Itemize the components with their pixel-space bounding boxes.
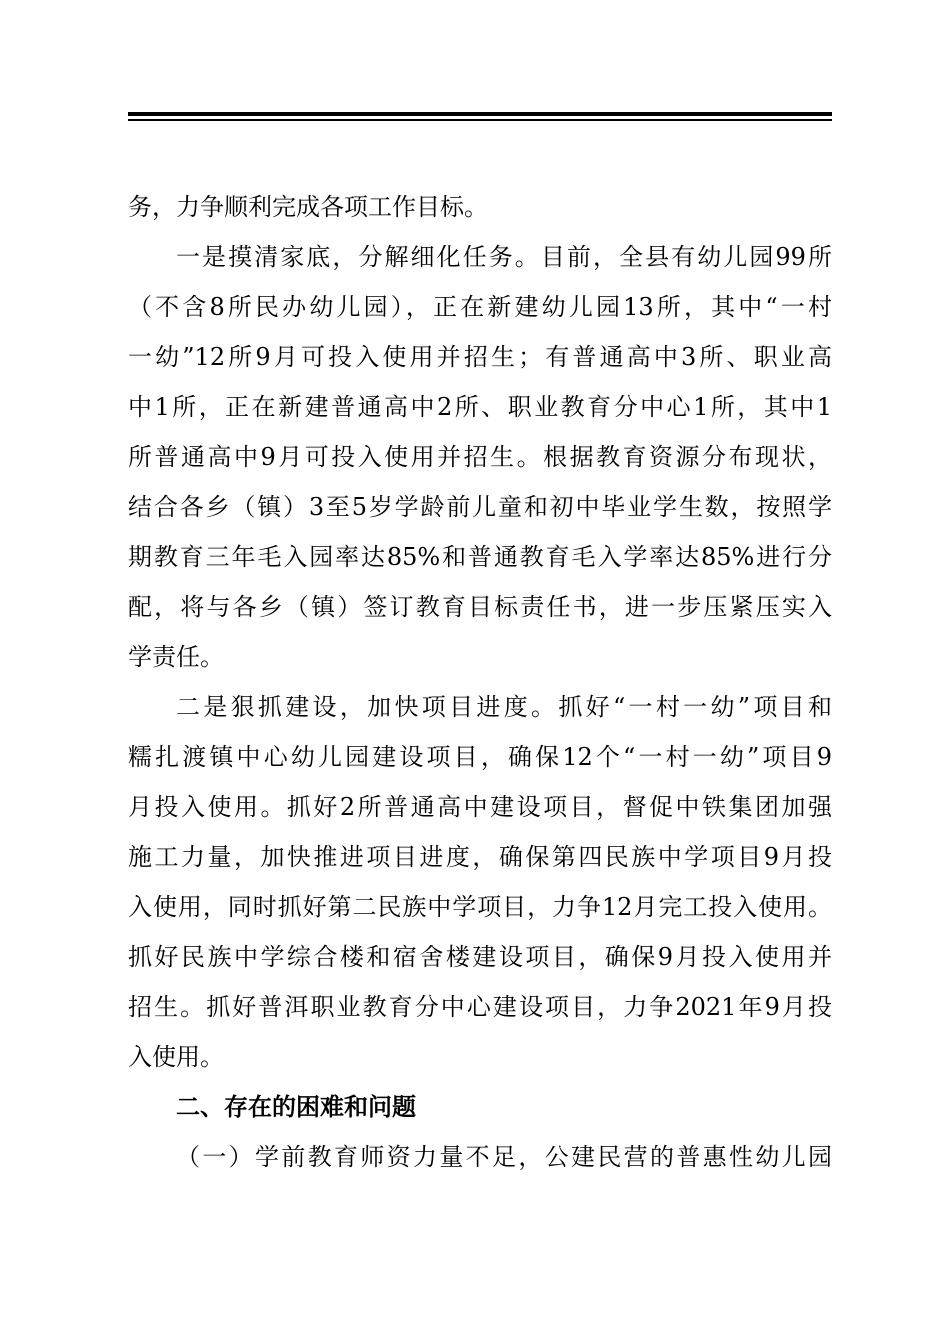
section-heading: 二、存在的困难和问题: [176, 1093, 416, 1121]
paragraph-line: 结合各乡（镇）3至5岁学龄前儿童和初中毕业学生数，按照学: [128, 493, 832, 521]
paragraph-line: 糯扎渡镇中心幼儿园建设项目，确保12个“一村一幼”项目9: [128, 743, 832, 771]
paragraph-line: 抓好民族中学综合楼和宿舍楼建设项目，确保9月投入使用并: [128, 943, 832, 971]
header-rule-thin: [128, 119, 832, 121]
paragraph-line: 中1所，正在新建普通高中2所、职业教育分中心1所，其中1: [128, 393, 832, 421]
paragraph-line: 施工力量，加快推进项目进度，确保第四民族中学项目9月投: [128, 843, 832, 871]
paragraph-line: 入使用，同时抓好第二民族中学项目，力争12月完工投入使用。: [128, 893, 832, 921]
paragraph-line: （一）学前教育师资力量不足，公建民营的普惠性幼儿园: [176, 1143, 832, 1171]
paragraph-line: 学责任。: [128, 643, 224, 671]
paragraph-line: （不含8所民办幼儿园），正在新建幼儿园13所，其中“一村: [128, 293, 832, 321]
header-double-rule: [128, 112, 832, 122]
paragraph-line: 一是摸清家底，分解细化任务。目前，全县有幼儿园99所: [176, 243, 832, 271]
paragraph-line: 务，力争顺利完成各项工作目标。: [128, 193, 488, 221]
paragraph-line: 期教育三年毛入园率达85%和普通教育毛入学率达85%进行分: [128, 543, 832, 571]
document-body: [128, 182, 832, 1182]
paragraph-line: 二是狠抓建设，加快项目进度。抓好“一村一幼”项目和: [176, 693, 832, 721]
header-rule-thick: [128, 112, 832, 116]
paragraph-line: 所普通高中9月可投入使用并招生。根据教育资源分布现状，: [128, 443, 832, 471]
paragraph-line: 月投入使用。抓好2所普通高中建设项目，督促中铁集团加强: [128, 793, 832, 821]
paragraph-line: 入使用。: [128, 1043, 224, 1071]
paragraph-line: 一幼”12所9月可投入使用并招生；有普通高中3所、职业高: [128, 343, 832, 371]
paragraph-line: 招生。抓好普洱职业教育分中心建设项目，力争2021年9月投: [128, 993, 832, 1021]
paragraph-line: 配，将与各乡（镇）签订教育目标责任书，进一步压紧压实入: [128, 593, 832, 621]
